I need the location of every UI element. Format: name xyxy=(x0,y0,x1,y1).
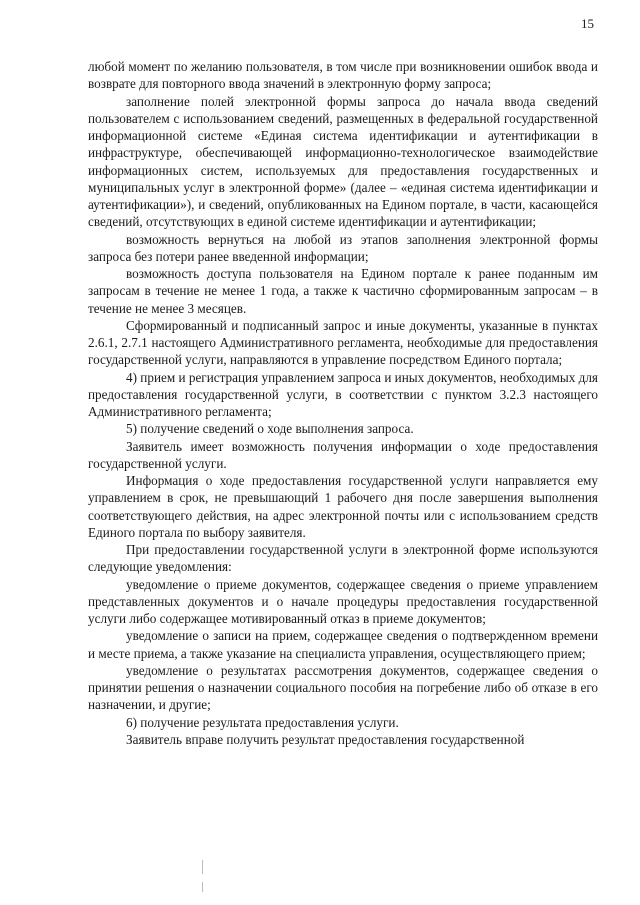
paragraph: Сформированный и подписанный запрос и иные документы, указанные в пунктах 2.6.1, 2.7.1 настоящего Административного регламента, необходимые для предоставления государственной услуги, направляются в управление посредством Единого портала; xyxy=(88,317,598,368)
paragraph: 4) прием и регистрация управлением запроса и иных документов, необходимых для предоставления государственной услуги, в соответствии с пунктом 3.2.3 настоящего Административного регламента; xyxy=(88,369,598,419)
paragraph: При предоставлении государственной услуги в электронной форме используются следующие уведомления: xyxy=(88,542,598,575)
paragraph: уведомление о приеме документов, содержащее сведения о приеме управлением представленных документов и о начале процедуры предоставления государственной услуги либо содержащее мотивированный отказ в приеме документов; xyxy=(88,576,598,626)
document-body xyxy=(88,58,598,748)
paragraph: заполнение полей электронной формы запроса до начала ввода сведений пользователем с использованием сведений, размещенных в федеральной государственной информационной системе «Единая система идентификации и аутентификации в инфраструктуре, обеспечивающей информационно-технологическое взаимодействие информационных систем, используемых для предоставления государственных и муниципальных услуг в электронной форме» (далее – «единая система идентификации и аутентификации»), и сведений, опубликованных на Едином портале, в части, касающейся сведений, отсутствующих в единой системе идентификации и аутентификации; xyxy=(88,93,598,230)
scan-artifact-line xyxy=(202,860,203,874)
paragraph: возможность вернуться на любой из этапов заполнения электронной формы запроса без потери ранее введенной информации; xyxy=(88,231,598,264)
scan-artifact-line xyxy=(202,882,203,892)
paragraph: 5) получение сведений о ходе выполнения запроса. xyxy=(126,421,414,437)
paragraph: любой момент по желанию пользователя, в том числе при возникновении ошибок ввода и возврате для повторного ввода значений в электронную форму запроса; xyxy=(88,59,598,92)
paragraph: Информация о ходе предоставления государственной услуги направляется ему управлением в срок, не превышающий 1 рабочего дня после завершения выполнения соответствующего действия, на адрес электронной почты или с использованием средств Единого портала по выбору заявителя. xyxy=(88,473,598,540)
paragraph: Заявитель имеет возможность получения информации о ходе предоставления государственной услуги. xyxy=(88,438,598,471)
paragraph: Заявитель вправе получить результат предоставления государственной xyxy=(126,731,525,747)
paragraph: уведомление о результатах рассмотрения документов, содержащее сведения о принятии решения о назначении социального пособия на погребение либо об отказе в его назначении, и другие; xyxy=(88,662,598,713)
paragraph: 6) получение результата предоставления услуги. xyxy=(126,714,399,730)
paragraph: уведомление о записи на прием, содержащее сведения о подтвержденном времени и месте приема, а также указание на специалиста управления, осуществляющего прием; xyxy=(88,628,598,661)
paragraph: возможность доступа пользователя на Едином портале к ранее поданным им запросам в течение не менее 1 года, а также к частично сформированным запросам – в течение не менее 3 месяцев. xyxy=(88,266,598,316)
page-number: 15 xyxy=(581,16,594,31)
